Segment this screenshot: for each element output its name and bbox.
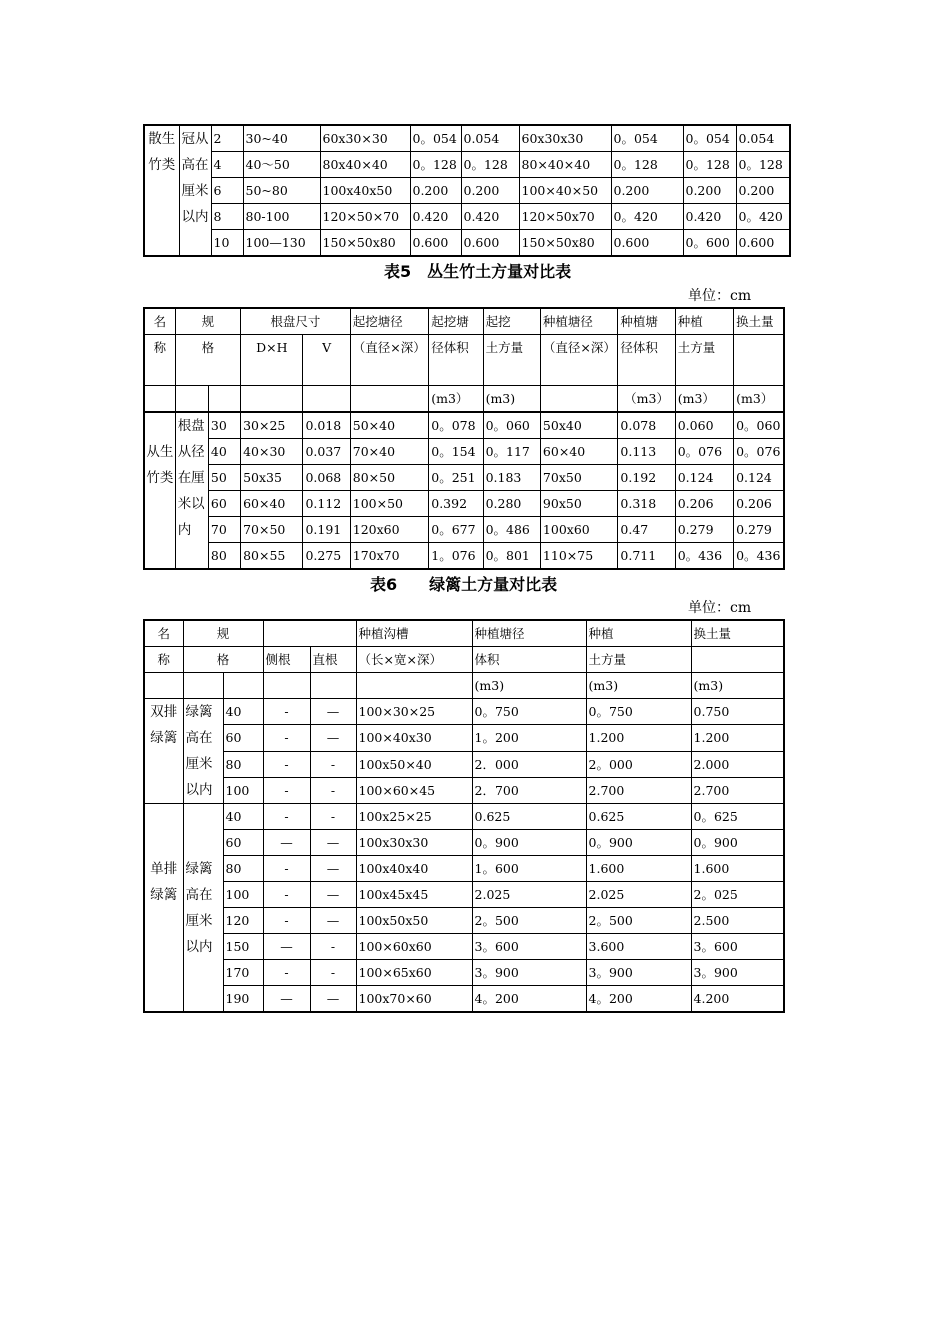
table-cell: 4 xyxy=(211,152,243,178)
table-row xyxy=(144,543,784,570)
table-cell: — xyxy=(310,699,356,725)
table5-header-row-1 xyxy=(144,308,784,335)
empty-cell xyxy=(144,673,183,699)
table-cell: 0.275 xyxy=(303,543,350,570)
table-cell: 0.625 xyxy=(472,804,586,830)
table-cell: 80×50 xyxy=(350,465,428,491)
hdr-dig-dia2: （直径×深） xyxy=(350,335,428,386)
table-cell: 0.750 xyxy=(691,699,784,725)
table-cell: 0。078 xyxy=(429,412,483,439)
table-cell: 0.600 xyxy=(736,230,790,257)
single-category-cell: 单排绿篱 xyxy=(144,804,183,1013)
table-cell: 0.078 xyxy=(618,412,675,439)
table-cell: 0。054 xyxy=(611,125,683,152)
table-cell: 0。900 xyxy=(472,830,586,856)
table-cell: 50×40 xyxy=(350,412,428,439)
table-cell: 4.200 xyxy=(691,986,784,1013)
table-cell: 100×65x60 xyxy=(356,960,472,986)
table-cell: 3。900 xyxy=(472,960,586,986)
table-cell: 0.060 xyxy=(675,412,733,439)
table-cell: - xyxy=(263,804,310,830)
empty-cell xyxy=(208,386,240,413)
table-cell: 3。600 xyxy=(691,934,784,960)
table-cell: 1.600 xyxy=(691,856,784,882)
table-row xyxy=(144,986,784,1013)
empty-cell xyxy=(350,386,428,413)
table-row xyxy=(144,152,790,178)
table6-header-row-1 xyxy=(144,620,784,647)
table-cell: 100x50x50 xyxy=(356,908,472,934)
hdr-trench2: （长×宽×深） xyxy=(356,647,472,673)
table-cell: 0.279 xyxy=(734,517,784,543)
hdr-pit-vol: 体积 xyxy=(472,647,586,673)
table-cell: 100x50×40 xyxy=(356,751,472,777)
table-cell: 0。054 xyxy=(410,125,461,152)
table-cell: 2。500 xyxy=(472,908,586,934)
table-cell: 80-100 xyxy=(243,204,320,230)
hdr-exchange: 换土量 xyxy=(691,620,784,647)
table-cell: 70 xyxy=(208,517,240,543)
table-cell: 170x70 xyxy=(350,543,428,570)
table5-caption: 表5 丛生竹土方量对比表 xyxy=(384,262,572,281)
single-spec-cell: 绿篱高在厘米以内 xyxy=(183,804,223,1013)
table-cell: 50 xyxy=(208,465,240,491)
table-cell: 0。128 xyxy=(683,152,736,178)
table-cell: 1。076 xyxy=(429,543,483,570)
table-cell: 3。600 xyxy=(472,934,586,960)
table-cell: 1.200 xyxy=(586,725,691,751)
table-cell: 0.206 xyxy=(675,491,733,517)
table-cell: 60 xyxy=(223,725,263,751)
table-row xyxy=(144,882,784,908)
table-cell: 50x40 xyxy=(540,412,617,439)
table-cell: 0.420 xyxy=(410,204,461,230)
table-row xyxy=(144,439,784,465)
table-cell: - xyxy=(263,777,310,803)
table6-unit: 单位：cm xyxy=(688,600,752,616)
table-cell: 0.420 xyxy=(461,204,519,230)
table-cell: 100x70×60 xyxy=(356,986,472,1013)
table-cell: 0.054 xyxy=(736,125,790,152)
hdr-plant-pit: 种植塘 xyxy=(618,308,675,335)
empty-cell xyxy=(175,386,208,413)
table-cell: - xyxy=(310,934,356,960)
table-row xyxy=(144,751,784,777)
hdr-spec2: 格 xyxy=(175,335,240,386)
table5-body xyxy=(144,308,784,569)
table-cell: 100×40×50 xyxy=(519,178,611,204)
table-cell: 100×50 xyxy=(350,491,428,517)
table-cell: 150×50x80 xyxy=(320,230,410,257)
table-cell: 60×40 xyxy=(540,439,617,465)
table-row xyxy=(144,934,784,960)
table-cell: 0。625 xyxy=(691,804,784,830)
table-row xyxy=(144,465,784,491)
table4-body xyxy=(144,125,790,256)
unit-cell: (m3) xyxy=(691,673,784,699)
table-cell: - xyxy=(263,699,310,725)
hdr-plant-earth: 种植 xyxy=(675,308,733,335)
table4-fragment xyxy=(143,124,791,257)
table-row xyxy=(144,517,784,543)
table-cell: 0.183 xyxy=(483,465,540,491)
table-cell: 2.025 xyxy=(472,882,586,908)
table-cell: 0。076 xyxy=(675,439,733,465)
table5-header-row-2 xyxy=(144,335,784,386)
empty-cell xyxy=(303,386,350,413)
empty-cell xyxy=(241,386,303,413)
empty-cell xyxy=(144,386,175,413)
table-row xyxy=(144,777,784,803)
table-cell: 10 xyxy=(211,230,243,257)
table-cell: 80×55 xyxy=(241,543,303,570)
category-cell: 散生竹类 xyxy=(144,125,179,256)
hdr-name: 名 xyxy=(144,620,183,647)
table-cell: 2.025 xyxy=(586,882,691,908)
table-cell: 0。801 xyxy=(483,543,540,570)
table-cell: 0。076 xyxy=(734,439,784,465)
empty-cell xyxy=(183,673,223,699)
table-cell: 4。200 xyxy=(472,986,586,1013)
table-cell: 1.600 xyxy=(586,856,691,882)
table-cell: 0.279 xyxy=(675,517,733,543)
table-cell: 0.625 xyxy=(586,804,691,830)
table-cell: 60x30x30 xyxy=(519,125,611,152)
double-category-cell: 双排绿篱 xyxy=(144,699,183,804)
table-cell: 190 xyxy=(223,986,263,1013)
table5-unit: 单位：cm xyxy=(688,288,752,304)
table-cell: 2.700 xyxy=(691,777,784,803)
hdr-plant: 种植 xyxy=(586,620,691,647)
unit-cell: (m3） xyxy=(675,386,733,413)
table-cell: 0.037 xyxy=(303,439,350,465)
table-cell: 0.600 xyxy=(611,230,683,257)
table-cell: 0。128 xyxy=(410,152,461,178)
hdr-root: 根盘尺寸 xyxy=(241,308,351,335)
table-cell: 100×40x30 xyxy=(356,725,472,751)
table-cell: 80 xyxy=(223,751,263,777)
table-cell: 40×30 xyxy=(241,439,303,465)
table-cell: 3。900 xyxy=(691,960,784,986)
table-row xyxy=(144,699,784,725)
table-cell: 2。500 xyxy=(586,908,691,934)
table-cell: 70x50 xyxy=(540,465,617,491)
table-cell: 0.124 xyxy=(675,465,733,491)
table-cell: 0。900 xyxy=(691,830,784,856)
table-cell: 40 xyxy=(223,804,263,830)
table-cell: 4。200 xyxy=(586,986,691,1013)
table-row xyxy=(144,230,790,257)
table-cell: - xyxy=(310,751,356,777)
table-cell: 100—130 xyxy=(243,230,320,257)
hdr-exchange2 xyxy=(734,335,784,386)
unit-cell: (m3) xyxy=(586,673,691,699)
table5 xyxy=(143,307,785,570)
hdr-trench: 种植沟槽 xyxy=(356,620,472,647)
table-cell: - xyxy=(263,882,310,908)
spec-cell: 根盘从径在厘米以内 xyxy=(175,412,208,569)
table-cell: 1.200 xyxy=(691,725,784,751)
table-cell: 0。436 xyxy=(734,543,784,570)
table-cell: 0.47 xyxy=(618,517,675,543)
hdr-plant-dia: 种植塘径 xyxy=(540,308,617,335)
hdr-exchange: 换土量 xyxy=(734,308,784,335)
table-row xyxy=(144,412,784,439)
table-cell: 0。486 xyxy=(483,517,540,543)
table-cell: - xyxy=(310,777,356,803)
table-cell: 100x40x40 xyxy=(356,856,472,882)
table-cell: 0.206 xyxy=(734,491,784,517)
table-cell: 0。436 xyxy=(675,543,733,570)
table-cell: 150 xyxy=(223,934,263,960)
hdr-name: 名 xyxy=(144,308,175,335)
unit-cell: (m3) xyxy=(483,386,540,413)
table-cell: 0。600 xyxy=(683,230,736,257)
table-cell: 0.068 xyxy=(303,465,350,491)
table-cell: 0.113 xyxy=(618,439,675,465)
table-cell: — xyxy=(310,908,356,934)
table-cell: 30~40 xyxy=(243,125,320,152)
table-cell: 0。251 xyxy=(429,465,483,491)
table-cell: 40～50 xyxy=(243,152,320,178)
table-cell: 0。060 xyxy=(483,412,540,439)
table-cell: 0。420 xyxy=(736,204,790,230)
table-cell: 170 xyxy=(223,960,263,986)
empty-cell xyxy=(223,673,263,699)
table-cell: 120x60 xyxy=(350,517,428,543)
table-cell: 80x40×40 xyxy=(320,152,410,178)
table-cell: 50x35 xyxy=(241,465,303,491)
table-cell: — xyxy=(310,856,356,882)
hdr-dig-vol: 起挖塘 xyxy=(429,308,483,335)
table-cell: 3。900 xyxy=(586,960,691,986)
table-cell: 0.280 xyxy=(483,491,540,517)
empty-cell xyxy=(310,673,356,699)
table-cell: 0.200 xyxy=(461,178,519,204)
table-cell: 0.124 xyxy=(734,465,784,491)
table-cell: 0。128 xyxy=(461,152,519,178)
table-cell: 80×40×40 xyxy=(519,152,611,178)
table-cell: 0。750 xyxy=(586,699,691,725)
table-row xyxy=(144,908,784,934)
table-cell: 100×60x60 xyxy=(356,934,472,960)
unit-cell: （m3） xyxy=(618,386,675,413)
table-row xyxy=(144,725,784,751)
table-cell: - xyxy=(263,960,310,986)
table-cell: 150×50x80 xyxy=(519,230,611,257)
table-cell: - xyxy=(263,856,310,882)
unit-cell: (m3） xyxy=(734,386,784,413)
table-cell: 0。117 xyxy=(483,439,540,465)
table-cell: 0.200 xyxy=(683,178,736,204)
table-cell: 60 xyxy=(208,491,240,517)
table-cell: 60x30×30 xyxy=(320,125,410,152)
table-row xyxy=(144,491,784,517)
empty-cell xyxy=(540,386,617,413)
table-cell: 110×75 xyxy=(540,543,617,570)
table-cell: 120×50x70 xyxy=(519,204,611,230)
empty-cell xyxy=(263,620,356,647)
empty-cell xyxy=(356,673,472,699)
table-cell: 60×40 xyxy=(241,491,303,517)
unit-cell: (m3) xyxy=(472,673,586,699)
table-cell: 100×60×45 xyxy=(356,777,472,803)
table-cell: 30×25 xyxy=(241,412,303,439)
table6 xyxy=(143,619,785,1013)
table-cell: 0。154 xyxy=(429,439,483,465)
hdr-v: V xyxy=(303,335,350,386)
table-cell: 0。750 xyxy=(472,699,586,725)
table-cell: - xyxy=(263,725,310,751)
table-row xyxy=(144,804,784,830)
hdr-plant-pit2: 径体积 xyxy=(618,335,675,386)
table-cell: 100×30×25 xyxy=(356,699,472,725)
table-cell: 0。677 xyxy=(429,517,483,543)
table-cell: 0。128 xyxy=(736,152,790,178)
table-cell: 2．700 xyxy=(472,777,586,803)
table-cell: 0.711 xyxy=(618,543,675,570)
table-row xyxy=(144,125,790,152)
table-cell: 0.600 xyxy=(410,230,461,257)
table-cell: 2.700 xyxy=(586,777,691,803)
table-cell: 2．000 xyxy=(472,751,586,777)
table-cell: 120×50×70 xyxy=(320,204,410,230)
spec-cell: 冠从高在厘米以内 xyxy=(179,125,211,256)
table6-header-row-2 xyxy=(144,647,784,673)
table-cell: 0。420 xyxy=(611,204,683,230)
table6-caption: 表6 绿篱土方量对比表 xyxy=(370,575,558,594)
hdr-dig-vol2: 径体积 xyxy=(429,335,483,386)
table-cell: 100x45x45 xyxy=(356,882,472,908)
table-cell: 0。054 xyxy=(683,125,736,152)
table-cell: 100x25×25 xyxy=(356,804,472,830)
table-cell: — xyxy=(263,986,310,1013)
table-cell: - xyxy=(310,960,356,986)
hdr-straight-root: 直根 xyxy=(310,647,356,673)
double-spec-cell: 绿篱高在厘米以内 xyxy=(183,699,223,804)
table-row xyxy=(144,830,784,856)
hdr-name2: 称 xyxy=(144,335,175,386)
table-cell: 0.191 xyxy=(303,517,350,543)
hdr-plant-earth: 土方量 xyxy=(586,647,691,673)
table-cell: 0.392 xyxy=(429,491,483,517)
table-cell: 50~80 xyxy=(243,178,320,204)
table-cell: 0.054 xyxy=(461,125,519,152)
table-cell: 0.192 xyxy=(618,465,675,491)
table-cell: - xyxy=(263,908,310,934)
table-cell: — xyxy=(310,986,356,1013)
table-cell: 3.600 xyxy=(586,934,691,960)
table6-unit-row xyxy=(144,673,784,699)
empty-cell xyxy=(263,673,310,699)
table-cell: 0。128 xyxy=(611,152,683,178)
table-row xyxy=(144,204,790,230)
table-cell: 90x50 xyxy=(540,491,617,517)
table-cell: 0。060 xyxy=(734,412,784,439)
table-cell: 0.112 xyxy=(303,491,350,517)
table-cell: 2 xyxy=(211,125,243,152)
hdr-plant-earth2: 土方量 xyxy=(675,335,733,386)
table-cell: 0.018 xyxy=(303,412,350,439)
table-cell: 0.420 xyxy=(683,204,736,230)
table-cell: 100 xyxy=(223,777,263,803)
table-cell: 6 xyxy=(211,178,243,204)
hdr-spec: 规 xyxy=(183,620,263,647)
table-cell: 2.000 xyxy=(691,751,784,777)
hdr-spec: 规 xyxy=(175,308,240,335)
hdr-name2: 称 xyxy=(144,647,183,673)
table-cell: 100x30x30 xyxy=(356,830,472,856)
empty-cell xyxy=(691,647,784,673)
table-cell: 2.500 xyxy=(691,908,784,934)
table-cell: 0.200 xyxy=(611,178,683,204)
table-cell: 60 xyxy=(223,830,263,856)
table5-unit-row xyxy=(144,386,784,413)
table-cell: 30 xyxy=(208,412,240,439)
hdr-dxh: D×H xyxy=(241,335,303,386)
table-cell: — xyxy=(310,725,356,751)
table-cell: 8 xyxy=(211,204,243,230)
table-cell: — xyxy=(310,830,356,856)
table-cell: 120 xyxy=(223,908,263,934)
table-cell: 70×40 xyxy=(350,439,428,465)
hdr-dig-earth2: 土方量 xyxy=(483,335,540,386)
table-cell: 0.200 xyxy=(410,178,461,204)
category-cell: 从生竹类 xyxy=(144,412,175,569)
table-cell: 40 xyxy=(208,439,240,465)
hdr-side-root: 侧根 xyxy=(263,647,310,673)
hdr-plant-dia2: （直径×深） xyxy=(540,335,617,386)
table-cell: 0.600 xyxy=(461,230,519,257)
table-cell: 100x60 xyxy=(540,517,617,543)
table-cell: 0。900 xyxy=(586,830,691,856)
table-cell: 2。025 xyxy=(691,882,784,908)
table-cell: — xyxy=(263,934,310,960)
table-cell: 70×50 xyxy=(241,517,303,543)
hdr-dig-dia: 起挖塘径 xyxy=(350,308,428,335)
table-row xyxy=(144,960,784,986)
hdr-spec2: 格 xyxy=(183,647,263,673)
unit-cell: (m3） xyxy=(429,386,483,413)
table-cell: 100 xyxy=(223,882,263,908)
table-cell: 1。600 xyxy=(472,856,586,882)
table-cell: 40 xyxy=(223,699,263,725)
table-cell: 1。200 xyxy=(472,725,586,751)
hdr-pit-dia: 种植塘径 xyxy=(472,620,586,647)
hdr-dig-earth: 起挖 xyxy=(483,308,540,335)
table-cell: — xyxy=(263,830,310,856)
table-cell: 0.318 xyxy=(618,491,675,517)
table-cell: - xyxy=(310,804,356,830)
table-cell: 0.200 xyxy=(736,178,790,204)
table-cell: — xyxy=(310,882,356,908)
table-cell: 80 xyxy=(223,856,263,882)
table-cell: 2。000 xyxy=(586,751,691,777)
table6-body xyxy=(144,620,784,1012)
table-row xyxy=(144,178,790,204)
table-cell: 80 xyxy=(208,543,240,570)
table-cell: 100x40x50 xyxy=(320,178,410,204)
table-cell: - xyxy=(263,751,310,777)
table-row xyxy=(144,856,784,882)
